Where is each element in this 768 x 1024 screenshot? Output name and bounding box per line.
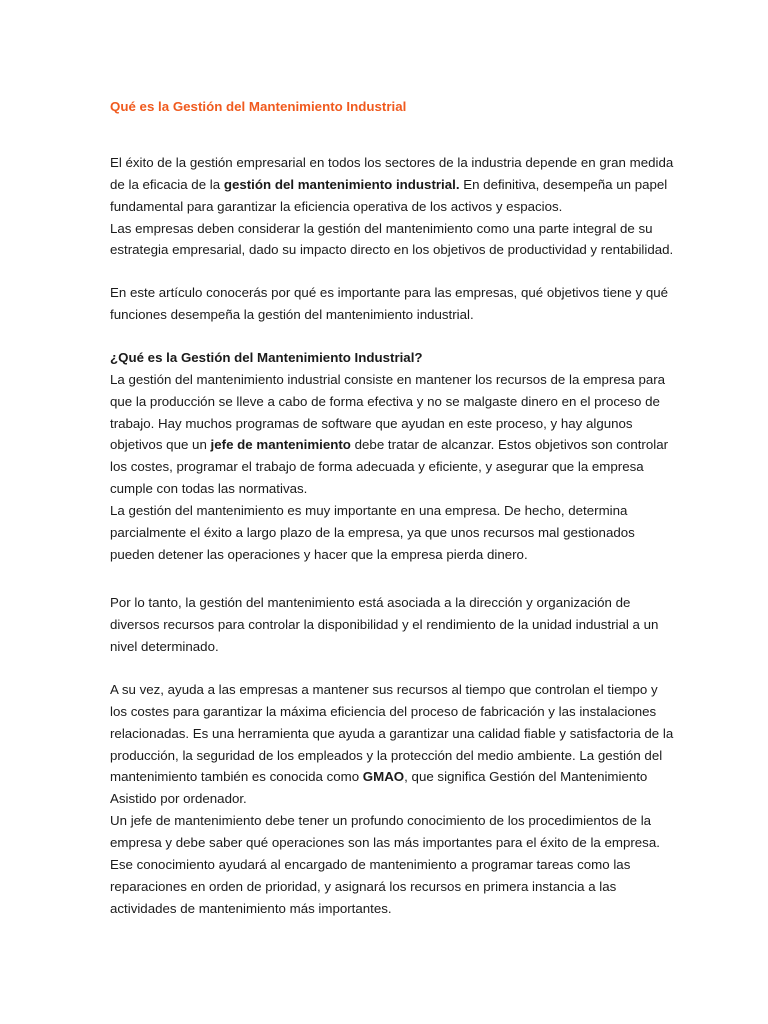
text-line	[110, 525, 635, 541]
bold-text: ¿Qué es la Gestión del Mantenimiento Industrial?	[110, 350, 423, 365]
text-line	[110, 547, 528, 563]
text-span: los costes, programar el trabajo de forma adecuada y eficiente, y asegurar que la empresa	[110, 459, 644, 475]
text-line	[110, 177, 667, 193]
text-line	[110, 437, 668, 453]
text-span: , que significa Gestión del Mantenimiento	[404, 769, 648, 785]
text-span: A su vez, ayuda a las empresas a mantener sus recursos al tiempo que controlan el tiempo y	[110, 682, 658, 697]
text-line	[110, 372, 665, 388]
text-span: diversos recursos para controlar la disponibilidad y el rendimiento de la unidad industrial a un	[110, 616, 659, 632]
text-line	[110, 199, 562, 215]
text-span: Por lo tanto, la gestión del mantenimiento está asociada a la dirección y organización de	[110, 595, 631, 610]
text-line	[110, 813, 651, 829]
text-span: los costes para garantizar la máxima eficiencia del proceso de fabricación y las instalaciones	[110, 703, 657, 719]
text-line	[110, 748, 662, 764]
text-line	[110, 857, 630, 873]
text-span: cumple con todas las normativas.	[110, 481, 308, 497]
text-span: La gestión del mantenimiento es muy importante en una empresa. De hecho, determina	[110, 502, 628, 518]
text-span: relacionadas. Es una herramienta que ayuda a garantizar una calidad fiable y satisfactoria de la	[110, 725, 674, 741]
text-span: debe tratar de alcanzar. Estos objetivos son controlar	[350, 437, 669, 453]
text-line	[110, 242, 673, 258]
bold-text: jefe de mantenimiento	[210, 437, 351, 453]
text-line	[110, 595, 630, 611]
text-span: En este artículo conocerás por qué es importante para las empresas, qué objetivos tiene y qué	[110, 285, 669, 300]
text-span: objetivos que un	[110, 437, 211, 453]
text-span: que la producción se lleve a cabo de forma efectiva y no se malgaste dinero en el proceso de	[110, 393, 660, 409]
text-line	[110, 416, 633, 432]
text-line	[110, 481, 307, 497]
text-line	[110, 394, 660, 410]
text-span: Las empresas deben considerar la gestión del mantenimiento como una parte integral de su	[110, 220, 653, 236]
text-span: Ese conocimiento ayudará al encargado de mantenimiento a programar tareas como las	[110, 856, 631, 872]
text-span: parcialmente el éxito a largo plazo de la empresa, ya que unos recursos mal gestionados	[110, 524, 635, 540]
text-span: reparaciones en orden de prioridad, y asignará los recursos en primera instancia a las	[110, 878, 617, 894]
text-line	[110, 155, 673, 171]
text-line	[110, 617, 658, 633]
document-title: Qué es la Gestión del Mantenimiento Industrial	[110, 99, 407, 114]
text-line	[110, 682, 658, 698]
text-span: trabajo. Hay muchos programas de software que ayudan en este proceso, y hay algunos	[110, 415, 633, 431]
text-line	[110, 879, 616, 895]
text-line	[110, 835, 660, 851]
text-span: fundamental para garantizar la eficiencia operativa de los activos y espacios.	[110, 198, 563, 214]
text-span: empresa y debe saber qué operaciones son las más importantes para el éxito de la empresa.	[110, 834, 660, 850]
text-span: Un jefe de mantenimiento debe tener un profundo conocimiento de los procedimientos de la	[110, 813, 652, 829]
text-line	[110, 503, 627, 519]
text-span: de la eficacia de la	[110, 176, 224, 192]
bold-text: GMAO	[362, 769, 405, 785]
text-line	[110, 459, 644, 475]
text-span: En definitiva, desempeña un papel	[459, 176, 668, 192]
text-line	[110, 704, 656, 720]
text-line	[110, 307, 474, 323]
text-line	[110, 221, 653, 237]
text-line	[110, 350, 423, 366]
text-span: mantenimiento también es conocida como	[110, 769, 363, 785]
text-span: El éxito de la gestión empresarial en todos los sectores de la industria depende en gran medida	[110, 155, 674, 170]
text-span: nivel determinado.	[110, 638, 219, 654]
text-line	[110, 726, 673, 742]
text-line	[110, 901, 392, 917]
bold-text: gestión del mantenimiento industrial.	[223, 176, 460, 192]
text-span: Asistido por ordenador.	[110, 791, 247, 807]
text-span: estrategia empresarial, dado su impacto directo en los objetivos de productividad y rentabilidad.	[110, 242, 674, 258]
text-line	[110, 791, 247, 807]
text-span: funciones desempeña la gestión del mantenimiento industrial.	[110, 306, 474, 322]
text-line	[110, 285, 668, 301]
text-line	[110, 769, 647, 785]
text-span: pueden detener las operaciones y hacer que la empresa pierda dinero.	[110, 546, 528, 562]
text-span: producción, la seguridad de los empleados y la protección del medio ambiente. La gestión del	[110, 747, 663, 763]
text-span: actividades de mantenimiento más importantes.	[110, 900, 392, 916]
text-span: La gestión del mantenimiento industrial consiste en mantener los recursos de la empresa para	[110, 371, 666, 387]
text-line	[110, 639, 219, 655]
